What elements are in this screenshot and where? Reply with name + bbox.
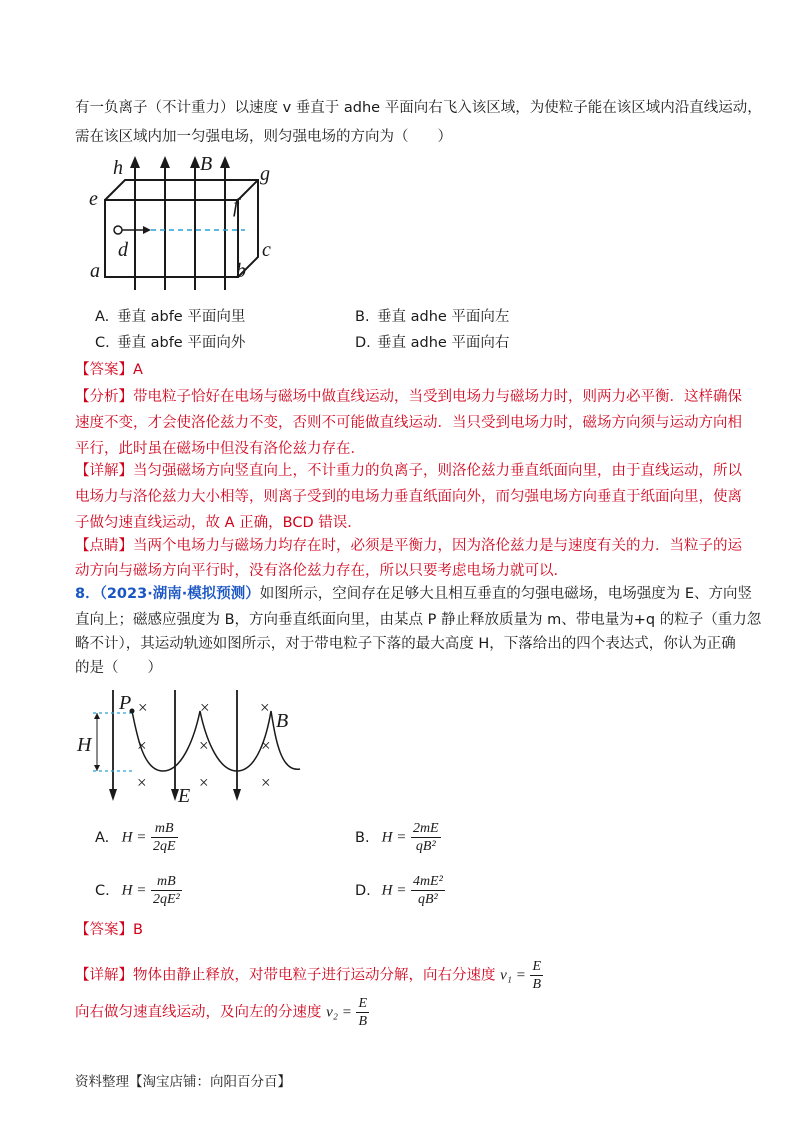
q8-detail-line2: 向右做匀速直线运动，及向左的分速度 v₂ = $\frac{E}{B}$ bbox=[75, 996, 368, 1029]
q8-stem-line4: 的是（ ） bbox=[75, 660, 162, 676]
label-c: c bbox=[262, 239, 271, 261]
q8-option-C[interactable]: C. H = $\frac{mB}{\text{2qE²}}$ bbox=[95, 874, 180, 907]
q8-option-B[interactable]: B. H = $\frac{2mE}{\text{qB²}}$ bbox=[355, 821, 439, 854]
q7-stem-line2: 需在该区域内加一匀强电场，则匀强电场的方向为（ ） bbox=[75, 129, 452, 145]
cross: × bbox=[138, 698, 148, 717]
label-H: H bbox=[77, 734, 92, 756]
q7-figure bbox=[85, 150, 285, 300]
label-b: b bbox=[236, 260, 246, 282]
q8-option-A[interactable]: A. H = $\frac{mB}{2qE}$ bbox=[95, 821, 176, 854]
q8-stem-line1: 8．（2023·湖南·模拟预测）如图所示，空间存在足够大且相互垂直的匀强电磁场，电场强度为 E、方向竖 bbox=[75, 586, 752, 602]
cross: × bbox=[200, 698, 210, 717]
q7-analysis-line2: 速度不变，才会使洛伦兹力不变，否则不可能做直线运动．当只受到电场力时，磁场方向须与运动方向相 bbox=[75, 415, 742, 431]
q7-answer: 【答案】A bbox=[75, 362, 143, 378]
label-g: g bbox=[260, 163, 270, 185]
q7-comment-line2: 动方向与磁场方向平行时，没有洛伦兹力存在，所以只要考虑电场力就可以． bbox=[75, 563, 568, 579]
q8-option-D[interactable]: D. H = $\frac{\text{4mE²}}{\text{qB²}}$ bbox=[355, 874, 443, 907]
q7-analysis-line1: 【分析】带电粒子恰好在电场与磁场中做直线运动，当受到电场力与磁场力时，则两力必平衡．这样确保 bbox=[75, 389, 742, 405]
label-d: d bbox=[118, 239, 128, 261]
label-f: f bbox=[233, 195, 239, 217]
label-a: a bbox=[90, 260, 100, 282]
q7-stem-line1: 有一负离子（不计重力）以速度 v 垂直于 adhe 平面向右飞入该区域，为使粒子能在该区域内沿直线运动， bbox=[75, 100, 762, 116]
cross: × bbox=[199, 736, 209, 755]
q8-detail-line1: 【详解】物体由静止释放，对带电粒子进行运动分解，向右分速度 v₁ = $\frac{E}{B}$ bbox=[75, 959, 542, 992]
q7-option-B[interactable]: B. 垂直 adhe 平面向左 bbox=[355, 309, 510, 325]
cross: × bbox=[137, 773, 147, 792]
q7-comment-line1: 【点睛】当两个电场力与磁场力均存在时，必须是平衡力，因为洛伦兹力是与速度有关的力．当粒子的运 bbox=[75, 538, 742, 554]
label-P: P bbox=[119, 692, 132, 714]
fraction: $\frac{mB}{2qE}$ bbox=[152, 821, 176, 854]
footer-source: 资料整理【淘宝店铺：向阳百分百】 bbox=[75, 1074, 291, 1090]
label-B: B bbox=[200, 153, 213, 175]
fraction: $\frac{E}{B}$ bbox=[358, 996, 368, 1029]
cross: × bbox=[261, 736, 271, 755]
fraction: $\frac{\text{4mE²}}{\text{qB²}}$ bbox=[412, 874, 443, 907]
label-e: e bbox=[89, 188, 98, 210]
label-B: B bbox=[276, 710, 289, 732]
q7-detail-line3: 子做匀速直线运动，故 A 正确，BCD 错误． bbox=[75, 515, 362, 531]
q7-detail-line1: 【详解】当匀强磁场方向竖直向上，不计重力的负离子，则洛伦兹力垂直纸面向里，由于直线运动，所以 bbox=[75, 463, 742, 479]
cross: × bbox=[137, 736, 147, 755]
label-h: h bbox=[113, 157, 123, 179]
cross: × bbox=[261, 773, 271, 792]
q8-stem-line2: 直向上；磁感应强度为 B，方向垂直纸面向里，由某点 P 静止释放质量为 m、带电量为+q 的粒子（重力忽 bbox=[75, 612, 762, 628]
q8-figure bbox=[75, 685, 315, 810]
q7-option-D[interactable]: D. 垂直 adhe 平面向右 bbox=[355, 335, 510, 351]
q7-option-C[interactable]: C. 垂直 abfe 平面向外 bbox=[95, 335, 246, 351]
fraction: $\frac{E}{B}$ bbox=[532, 959, 542, 992]
fraction: $\frac{2mE}{\text{qB²}}$ bbox=[412, 821, 439, 854]
q7-analysis-line3: 平行，此时虽在磁场中但没有洛伦兹力存在． bbox=[75, 441, 365, 457]
cross: × bbox=[260, 698, 270, 717]
q8-stem-line3: 略不计），其运动轨迹如图所示，对于带电粒子下落的最大高度 H，下落给出的四个表达式，你认为正确 bbox=[75, 636, 736, 652]
q7-option-A[interactable]: A. 垂直 abfe 平面向里 bbox=[95, 309, 246, 325]
q8-answer: 【答案】B bbox=[75, 922, 143, 938]
q7-detail-line2: 电场力与洛伦兹力大小相等，则离子受到的电场力垂直纸面向外，而匀强电场方向垂直于纸面向里，使离 bbox=[75, 489, 742, 505]
fraction: $\frac{mB}{\text{2qE²}}$ bbox=[152, 874, 180, 907]
cross: × bbox=[199, 773, 209, 792]
label-E: E bbox=[178, 785, 191, 807]
